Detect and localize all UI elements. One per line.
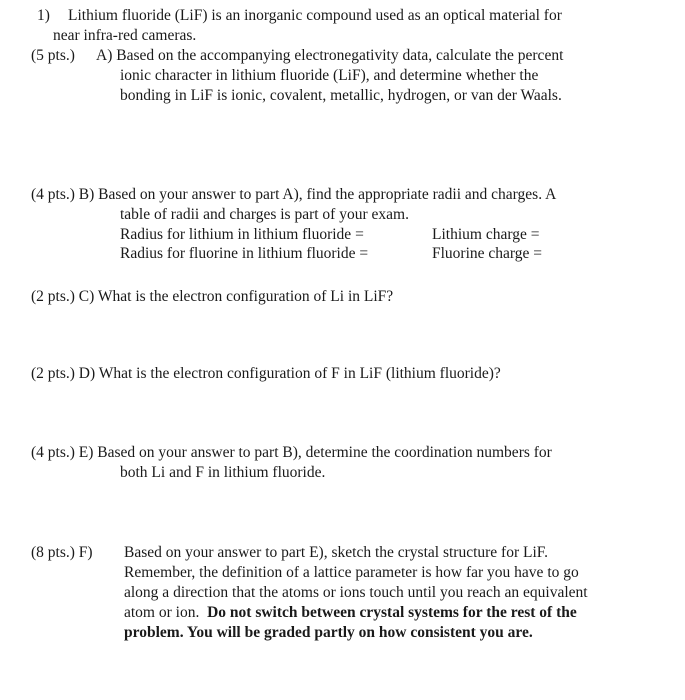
part-b-line-2: table of radii and charges is part of your exam. <box>120 206 409 223</box>
intro-line-2: near infra-red cameras. <box>53 27 197 44</box>
part-a-line-3: bonding in LiF is ionic, covalent, metallic, hydrogen, or van der Waals. <box>120 87 562 104</box>
part-f-line-4 <box>124 603 577 623</box>
part-f-line-2: Remember, the definition of a lattice parameter is how far you have to go <box>124 564 579 581</box>
part-c-line-1: (2 pts.) C) What is the electron configuration of Li in LiF? <box>31 288 394 305</box>
part-d-line-1: (2 pts.) D) What is the electron configuration of F in LiF (lithium fluoride)? <box>31 365 501 382</box>
intro-line-1: Lithium fluoride (LiF) is an inorganic compound used as an optical material for <box>68 7 562 24</box>
part-e-line-2: both Li and F in lithium fluoride. <box>120 464 326 481</box>
part-b-line-1: (4 pts.) B) Based on your answer to part A), find the appropriate radii and charges. A <box>31 186 557 203</box>
part-a-line-2: ionic character in lithium fluoride (LiF), and determine whether the <box>120 67 539 84</box>
part-a-points: (5 pts.) <box>31 47 75 64</box>
radius-fluorine-label: Radius for fluorine in lithium fluoride = <box>120 245 369 262</box>
radius-lithium-label: Radius for lithium in lithium fluoride = <box>120 226 364 243</box>
part-a-line-1: A) Based on the accompanying electronegativity data, calculate the percent <box>96 47 564 64</box>
part-f-points: (8 pts.) F) <box>31 544 93 561</box>
part-f-line-4-bold: Do not switch between crystal systems for the rest of the <box>207 604 577 621</box>
part-f-line-5: problem. You will be graded partly on how consistent you are. <box>124 624 533 641</box>
part-f-line-4-plain: atom or ion. <box>124 604 200 621</box>
part-f-line-3: along a direction that the atoms or ions touch until you reach an equivalent <box>124 584 588 601</box>
question-number: 1) <box>37 7 50 24</box>
charge-fluorine-label: Fluorine charge = <box>432 245 543 262</box>
charge-lithium-label: Lithium charge = <box>432 226 540 243</box>
part-e-line-1: (4 pts.) E) Based on your answer to part B), determine the coordination numbers for <box>31 444 552 461</box>
part-f-line-1: Based on your answer to part E), sketch the crystal structure for LiF. <box>124 544 549 561</box>
